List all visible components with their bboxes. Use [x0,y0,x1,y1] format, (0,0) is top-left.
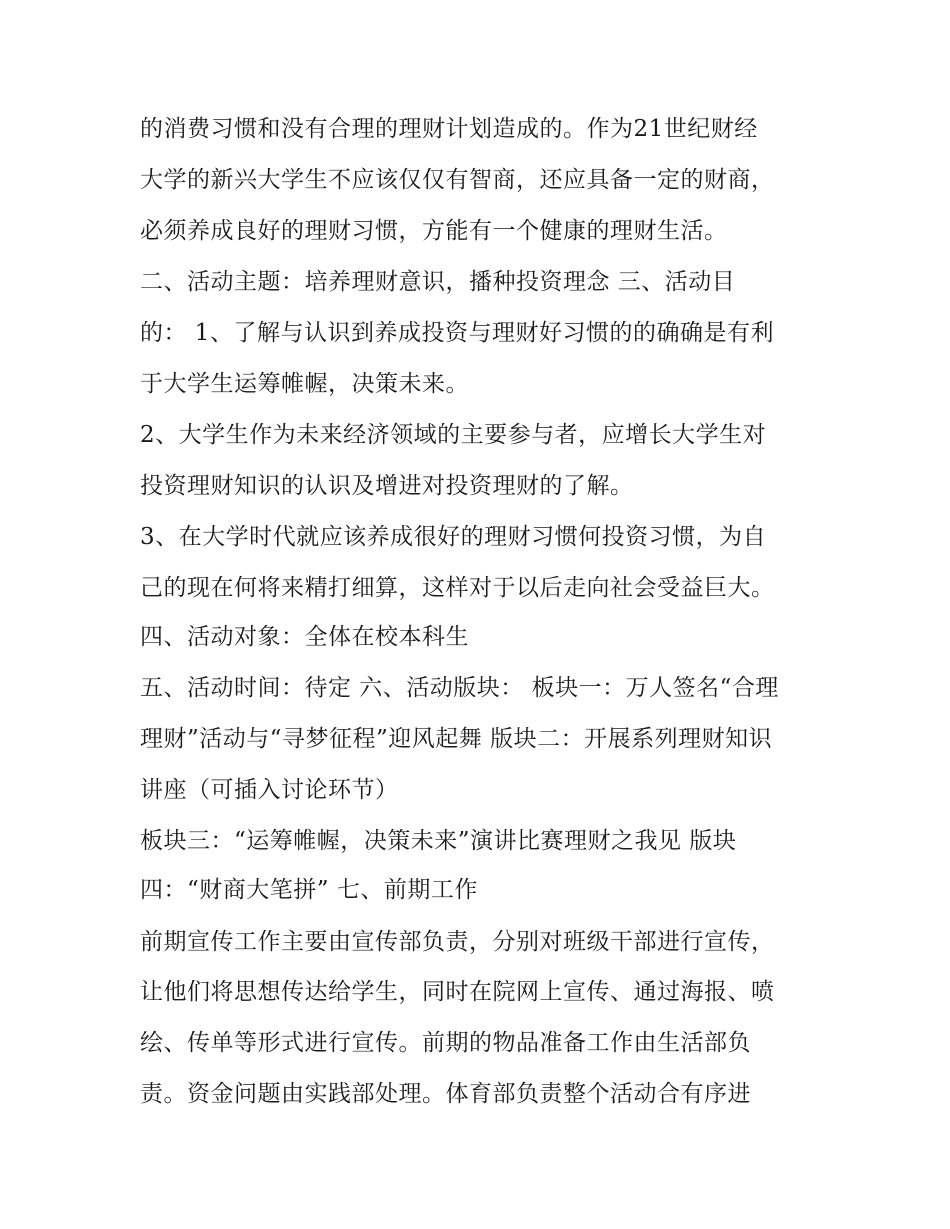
section-heading-line: 二、活动主题：培养理财意识，播种投资理念 三、活动目 [140,269,736,295]
text-line: 的消费习惯和没有合理的理财计划造成的。作为21世纪财经 [140,116,758,142]
text-line: 责。资金问题由实践部处理。体育部负责整个活动合有序进 [140,1081,751,1107]
text-line: 前期宣传工作主要由宣传部负责，分别对班级干部进行宣传， [140,929,775,955]
text-line: 己的现在何将来精打细算，这样对于以后走向社会受益巨大。 [140,575,775,601]
text-line: 理财”活动与“寻梦征程”迎风起舞 版块二：开展系列理财知识 [140,726,773,752]
text-line: 四：“财商大笔拼” 七、前期工作 [140,877,478,903]
text-line: 绘、传单等形式进行宣传。前期的物品准备工作由生活部负 [140,1030,751,1056]
text-line: 于大学生运筹帷幄，决策未来。 [140,371,469,397]
text-line: 讲座（可插入讨论环节） [140,777,399,803]
text-line: 投资理财知识的认识及增进对投资理财的了解。 [140,473,634,499]
text-line: 3、在大学时代就应该养成很好的理财习惯何投资习惯，为自 [140,524,767,550]
text-line: 2、大学生作为未来经济领域的主要参与者，应增长大学生对 [140,422,767,448]
text-line: 板块三：“运筹帷幄，决策未来”演讲比赛理财之我见 版块 [140,828,737,854]
section-heading-line: 五、活动时间：待定 六、活动版块： 板块一：万人签名“合理 [140,675,779,701]
text-line: 的： 1、了解与认识到养成投资与理财好习惯的的确确是有利 [140,320,774,346]
text-line: 必须养成良好的理财习惯，方能有一个健康的理财生活。 [140,218,728,244]
section-heading-line: 四、活动对象：全体在校本科生 [140,624,469,650]
text-line: 大学的新兴大学生不应该仅仅有智商，还应具备一定的财商， [140,167,775,193]
text-line: 让他们将思想传达给学生，同时在院网上宣传、通过海报、喷 [140,979,775,1005]
